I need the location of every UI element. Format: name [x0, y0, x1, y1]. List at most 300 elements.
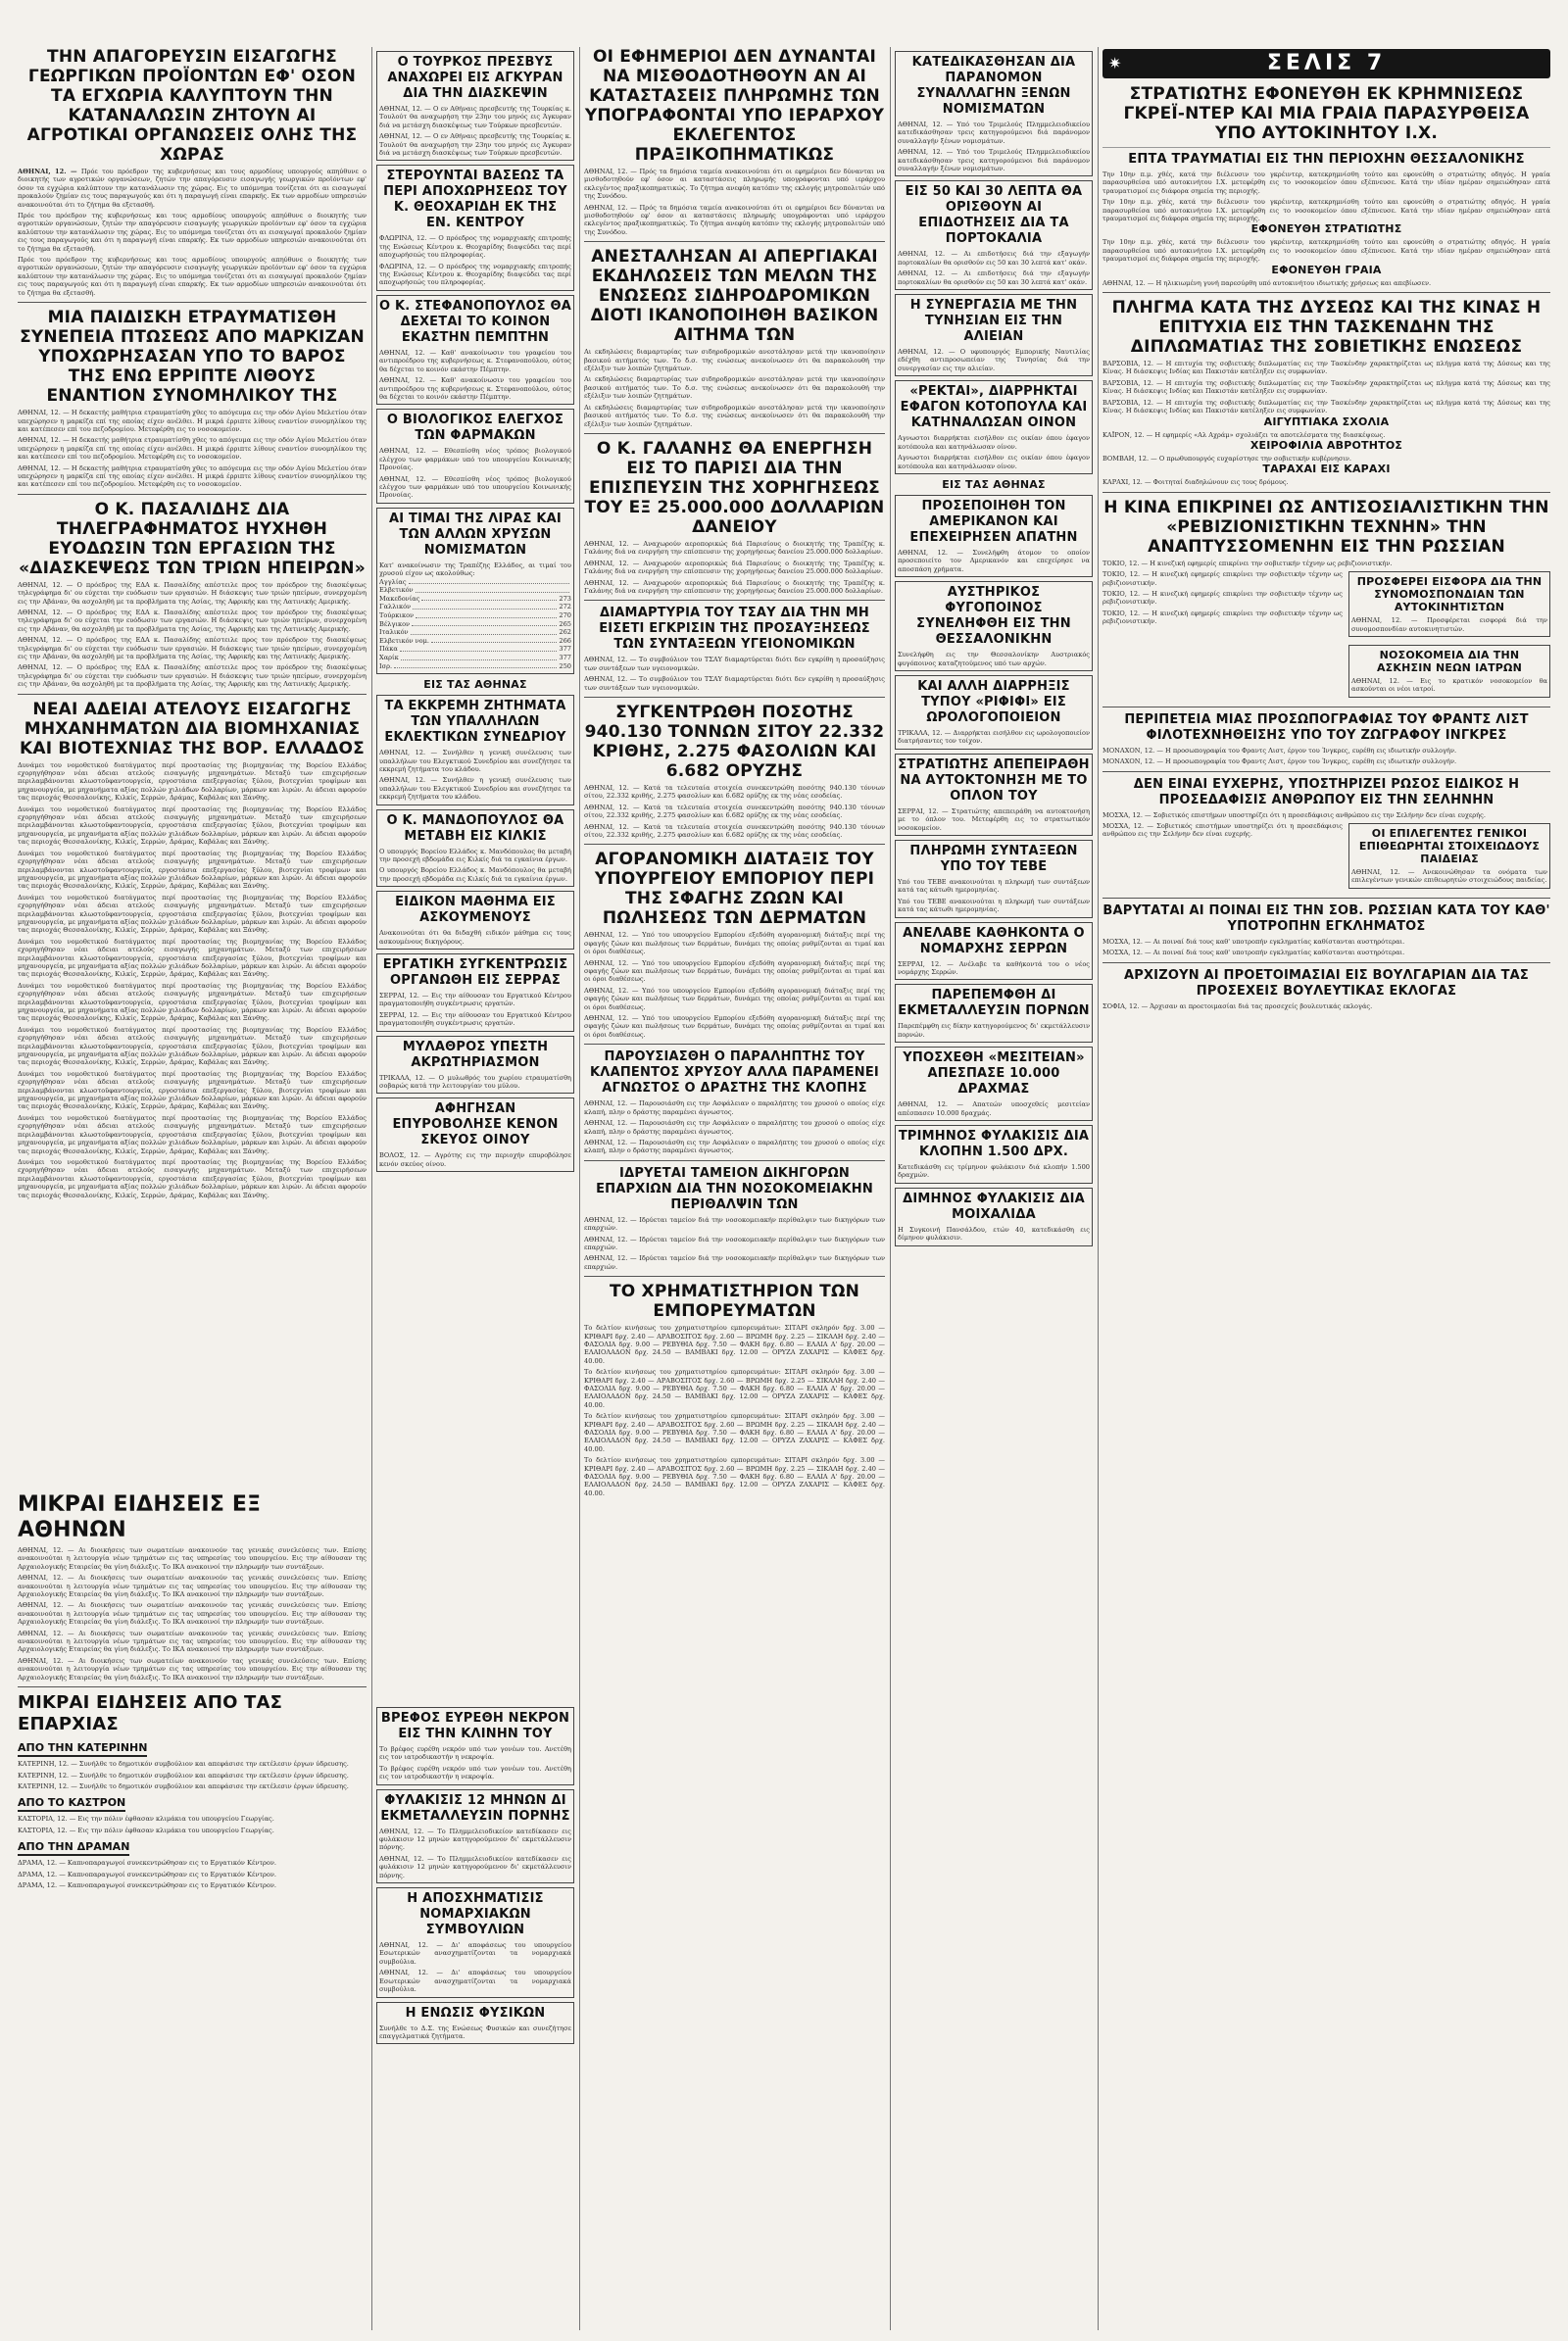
divider: [18, 494, 367, 495]
gold-price-row: [379, 662, 571, 671]
article-body: ΜΟΝΑΧΟΝ, 12. — Η προσωπογραφία του Φραντς Λιστ, έργον του Ίνγκρες, ευρέθη εις ιδιωτικήν συλλογήν.: [1102, 757, 1457, 766]
article-body: ΦΛΩΡΙΝΑ, 12. — Ο πρόεδρος της νομαρχιακής επιτροπής της Ενώσεως Κέντρου κ. Θεοχαρίδης διαψεύδει τας περί αποχωρήσεώς του πληροφορίας.: [379, 262, 571, 287]
article-body: ΑΘΗΝΑΙ, 12. — Ο εν Αθήναις πρεσβευτής της Τουρκίας κ. Τουλούτ θα αναχωρήση την 23ην του μηνός εις Άγκυραν διά να μετάσχη διασκέψεως των Τούρκων πρεσβευτών.: [379, 132, 571, 158]
box-headline: ΠΛΗΡΩΜΗ ΣΥΝΤΑΞΕΩΝ ΥΠΟ ΤΟΥ ΤΕΒΕ: [909, 843, 1078, 874]
article-body: ΑΘΗΝΑΙ, 12. — Ανεκοινώθησαν τα ονόματα των επιλεγέντων γενικών επιθεωρητών στοιχειώδους παιδείας.: [1351, 867, 1547, 885]
box-headline: ΠΑΡΕΠΕΜΦΘΗ ΔΙ ΕΚΜΕΤΑΛΛΕΥΣΙΝ ΠΟΡΝΩΝ: [898, 988, 1090, 1019]
leader-dots: [416, 611, 557, 618]
article-body: ΤΟΚΙΟ, 12. — Η κινεζική εφημερίς επικρίνει την σοβιετικήν τέχνην ως ρεβιζιονιστικήν.: [1102, 589, 1343, 607]
news-box: [1348, 823, 1550, 889]
article-body: Την 10ην π.μ. χθές, κατά την διέλευσιν του γκρέιντερ, κατεκρημνίσθη τούτο και εφονεύθη ο στρατιώτης οδηγός. Η γραία παρασυρθείσα υπό αυτοκινήτου Ι.Χ. μετεφέρθη εις το νοσοκομείον όπου εξέπνευσε. Κατά την ιδίαν ημέραν σημειώθησαν επτά τραυματισμοί εις διάφορα σημεία της περιοχής.: [1102, 198, 1550, 223]
subsection-header: ΧΕΙΡΟΦΙΛΙΑ ΑΒΡΟΤΗΤΟΣ: [1250, 438, 1403, 452]
news-box: [895, 495, 1093, 577]
article-body: ΤΟΚΙΟ, 12. — Η κινεζική εφημερίς επικρίνει την σοβιετικήν τέχνην ως ρεβιζιονιστικήν.: [1102, 570, 1343, 587]
article-headline: ΝΕΑΙ ΑΔΕΙΑΙ ΑΤΕΛΟΥΣ ΕΙΣΑΓΩΓΗΣ ΜΗΧΑΝΗΜΑΤΩΝ ΔΙΑ ΒΙΟΜΗΧΑΝΙΑΣ ΚΑΙ ΒΙΟΤΕΧΝΙΑΣ ΤΗΣ ΒΟΡ. ΕΛΛΑΔΟΣ: [20, 699, 365, 758]
section-header: ΕΙΣ ΤΑΣ ΑΘΗΝΑΣ: [942, 477, 1046, 491]
article-body: Αι εκδηλώσεις διαμαρτυρίας των σιδηροδρομικών ανεστάλησαν μετά την ικανοποίησιν βασικού αιτήματός των. Το δ.σ. της ενώσεως ανεκοίνωσεν ότι θα παρακολουθή την εξέλιξιν των λοιπών ζητημάτων.: [584, 375, 885, 401]
article-body: ΤΡΙΚΑΛΑ, 12. — Διαρρήκται εισήλθον εις ωρολογοποιείον διατρήσαντες τον τοίχον.: [898, 728, 1090, 746]
leader-dots: [394, 662, 557, 669]
article-headline: ΠΑΡΟΥΣΙΑΣΘΗ Ο ΠΑΡΑΛΗΠΤΗΣ ΤΟΥ ΚΛΑΠΕΝΤΟΣ ΧΡΥΣΟΥ ΑΛΛΑ ΠΑΡΑΜΕΝΕΙ ΑΓΝΩΣΤΟΣ Ο ΔΡΑΣΤΗΣ ΤΗΣ ΚΛΟΠΗΣ: [590, 1049, 879, 1097]
box-headline: ΚΑΙ ΑΛΛΗ ΔΙΑΡΡΗΞΙΣ ΤΥΠΟΥ «ΡΙΦΙΦΙ» ΕΙΣ ΩΡΟΛΟΓΟΠΟΙΕΙΟΝ: [917, 678, 1070, 725]
article-body: ΑΘΗΝΑΙ, 12. — Ο πρόεδρος της ΕΔΑ κ. Πασαλίδης απέστειλε προς τον πρόεδρον της διασκέψεως τηλεγράφημα δι' ου εύχεται την ευόδωσιν των εργασιών. Η διάσκεψις των τριών ηπείρων, συνερχομένη εις την Αβάναν, θα ασχοληθή με τα προβλήματα της Ασίας, της Αφρικής και της Λατινικής Αμερικής.: [18, 663, 367, 689]
article-body: ΚΑΤΕΡΙΝΗ, 12. — Συνήλθε το δημοτικόν συμβούλιον και απεφάσισε την εκτέλεσιν έργων ύδρευσης.: [18, 1771, 349, 1780]
region-header: ΑΠΟ ΤΟ ΚΑΣΤΡΟΝ: [18, 1796, 125, 1812]
box-headline: Ο Κ. ΜΑΝΔΟΠΟΥΛΟΣ ΘΑ ΜΕΤΑΒΗ ΕΙΣ ΚΙΛΚΙΣ: [386, 812, 564, 844]
coin-price: 272: [559, 603, 571, 611]
article-body: ΑΘΗΝΑΙ, 12. — Δι' αποφάσεως του υπουργείου Εσωτερικών ανασχηματίζονται τα νομαρχιακά συμβούλια.: [379, 1941, 571, 1966]
article-body: Δυνάμει του νομοθετικού διατάγματος περί προστασίας της βιομηχανίας της Βορείου Ελλάδος εχορηγήθησαν νέαι άδειαι ατελούς εισαγωγής μηχανημάτων. Μεταξύ των επιχειρήσεων περιλαμβάνονται κλωστοϋφαντουργεία, εργοστάσια επεξεργασίας ξύλου, βιοτεχνίαι τροφίμων και μηχανουργεία, με μηχανήματα αξίας πολλών χιλιάδων δολλαρίων, μάρκων και λιρών. Αι άδειαι αφορούν τας περιοχάς Θεσσαλονίκης, Κιλκίς, Σερρών, Δράμας, Καβάλας και Ξάνθης.: [18, 981, 367, 1023]
article-body: Ο υπουργός Βορείου Ελλάδος κ. Μανδόπουλος θα μεταβή την προσεχή εβδομάδα εις Κιλκίς διά τα εγκαίνια έργων.: [379, 847, 571, 863]
column-1: [18, 47, 367, 1488]
article-body: Ο υπουργός Βορείου Ελλάδος κ. Μανδόπουλος θα μεταβή την προσεχή εβδομάδα εις Κιλκίς διά τα εγκαίνια έργων.: [379, 866, 571, 883]
star-icon: ✷: [1108, 54, 1126, 73]
coin-name: Ιταλικόν: [379, 628, 409, 637]
box-headline: Η ΕΝΩΣΙΣ ΦΥΣΙΚΩΝ: [405, 2005, 546, 2021]
region-header: ΑΠΟ ΤΗΝ ΚΑΤΕΡΙΝΗΝ: [18, 1741, 147, 1757]
article-body: ΑΘΗΝΑΙ, 12. — Εθεσπίσθη νέος τρόπος βιολογικού ελέγχου των φαρμάκων υπό του υπουργείου Κοινωνικής Προνοίας.: [379, 474, 571, 500]
leader-dots: [412, 620, 557, 627]
divider: [1102, 292, 1550, 293]
box-headline: Ο ΒΙΟΛΟΓΙΚΟΣ ΕΛΕΓΧΟΣ ΤΩΝ ΦΑΡΜΑΚΩΝ: [386, 413, 564, 444]
article-body: ΑΘΗΝΑΙ, 12. — Κατά τα τελευταία στοιχεία συνεκεντρώθη ποσότης 940.130 τόννων σίτου, 22.332 κριθής, 2.275 φασολίων και 6.682 ορύζης εκ της νέας εσοδείας.: [584, 822, 885, 839]
box-headline: ΕΙΣ 50 ΚΑΙ 30 ΛΕΠΤΑ ΘΑ ΟΡΙΣΘΟΥΝ ΑΙ ΕΠΙΔΟΤΗΣΕΙΣ ΔΙΑ ΤΑ ΠΟΡΤΟΚΑΛΙΑ: [905, 184, 1083, 247]
news-section-headline: ΜΙΚΡΑΙ ΕΙΔΗΣΕΙΣ ΑΠΟ ΤΑΣ ΕΠΑΡΧΙΑΣ: [18, 1692, 283, 1735]
box-headline: «ΡΕΚΤΑΙ», ΔΙΑΡΡΗΚΤΑΙ ΕΦΑΓΟΝ ΚΟΤΟΠΟΥΛΑ ΚΑΙ ΚΑΤΗΝΑΛΩΣΑΝ ΟΙΝΟΝ: [900, 384, 1088, 431]
coin-price: 266: [559, 636, 571, 645]
news-box: [895, 984, 1093, 1043]
divider: [18, 694, 367, 695]
coin-price: 250: [559, 661, 571, 670]
leader-dots: [411, 628, 558, 635]
article-body: ΣΕΡΡΑΙ, 12. — Στρατιώτης απεπειράθη να αυτοκτονήση με το όπλον του. Μετεφέρθη εις το στρατιωτικόν νοσοκομείον.: [898, 806, 1090, 832]
coin-name: Ελβετικόν: [379, 586, 414, 595]
article-body: Πρόε του πρόεδρον της κυβερνήσεως και τους αρμοδίους υπουργούς απηύθυνε ο διοικητής των αγροτικών οργανώσεων, ζητών την απαγόρευσιν εισαγωγής γεωργικών προϊόντων εφ' όσον τα εγχώρια καλύπτουν την κατανάλωσιν της χώρας. Εις το υπόμνημα τονίζεται ότι αι εισαγωγαί προκαλούν ζημίαν εις τους παραγωγούς και ότι η παραγωγή είναι επαρκής. Εκ των αρμοδίων υπηρεσιών ανακοινούται ότι το ζήτημα θα εξετασθή.: [18, 212, 367, 253]
article-body: ΑΘΗΝΑΙ, 12. — Αι διοικήσεις των σωματείων ανακοινούν τας γενικάς συνελεύσεις των. Επίσης ανακοινούται η λειτουργία νέων τμημάτων εις τας υπηρεσίας του υπουργείου. Εις την αίθουσαν της Αρχαιολογικής Εταιρείας θα γίνη διάλεξις. Το ΙΚΑ ανακοινοί την πληρωμήν των συντάξεων.: [18, 1656, 367, 1682]
news-box: [376, 695, 574, 805]
article-body: Κατ' ανακοίνωσιν της Τραπέζης Ελλάδος, αι τιμαί του χρυσού είχον ως ακολούθως:: [379, 561, 571, 578]
article-body: ΑΘΗΝΑΙ, 12. — Ο πρόεδρος της ΕΔΑ κ. Πασαλίδης απέστειλε προς τον πρόεδρον της διασκέψεως τηλεγράφημα δι' ου εύχεται την ευόδωσιν των εργασιών. Η διάσκεψις των τριών ηπείρων, συνερχομένη εις την Αβάναν, θα ασχοληθή με τα προβλήματα της Ασίας, της Αφρικής και της Λατινικής Αμερικής.: [18, 608, 367, 633]
article-body: Αγνωστοι διαρρήκται εισήλθον εις οικίαν όπου έφαγον κοτόπουλα και κατηνάλωσαν οίνον.: [898, 434, 1090, 451]
article-body: ΑΘΗΝΑΙ, 12. — Η δεκαετής μαθήτρια ετραυματίσθη χθες το απόγευμα εις την οδόν Αγίου Μελετίου όταν υπεχώρησεν η μαρκίζα επί της οποίας είχεν ανέλθει. Η μικρά έρριπτε λίθους εναντίον συνομηλίκου της και κατέπεσεν επί του πεζοδρομίου. Μετεφέρθη εις το νοσοκομείον.: [18, 436, 367, 462]
page-label: ΣΕΛΙΣ 7: [1266, 51, 1387, 75]
news-box: [376, 891, 574, 950]
market-listing: Το δελτίον κινήσεως του χρηματιστηρίου εμπορευμάτων: ΣΙΤΑΡΙ σκληρόν δρχ. 3.00 — ΚΡΙΘΑΡΙ δρχ. 2.40 — ΑΡΑΒΟΣΙΤΟΣ δρχ. 2.60 — ΒΡΩΜΗ δρχ. 2.25 — ΣΙΚΑΛΗ δρχ. 2.40 — ΦΑΣΟΛΙΑ δρχ. 9.00 — ΡΕΒΥΘΙΑ δρχ. 7.50 — ΦΑΚΗ δρχ. 6.80 — ΕΛΑΙΑ Α' δρχ. 20.00 — ΕΛΑΙΟΛΑΔΟΝ δρχ. 24.50 — ΒΑΜΒΑΚΙ δρχ. 12.00 — ΟΡΥΖΑ ΖΑΧΑΡΙΣ — ΚΑΦΕΣ δρχ. 40.00.: [584, 1324, 885, 1365]
article-body: ΑΘΗΝΑΙ, 12. — Το συμβούλιον του ΤΣΑΥ διαμαρτύρεται διότι δεν εγκρίθη η προσαύξησις των συντάξεων των υγειονομικών.: [584, 656, 885, 672]
column-rule: [1098, 47, 1099, 2330]
article-body: ΔΡΑΜΑ, 12. — Καπνοπαραγωγοί συνεκεντρώθησαν εις το Εργατικόν Κέντρον.: [18, 1880, 276, 1889]
article-body: ΤΡΙΚΑΛΑ, 12. — Ο μυλωθρός του χωρίου ετραυματίσθη σοβαρώς κατά την λειτουργίαν του μύλου.: [379, 1073, 571, 1090]
coin-name: Αγγλίας: [379, 577, 407, 586]
divider: [18, 1686, 367, 1687]
article-body: ΑΘΗΝΑΙ, 12. — Αι διοικήσεις των σωματείων ανακοινούν τας γενικάς συνελεύσεις των. Επίσης ανακοινούται η λειτουργία νέων τμημάτων εις τας υπηρεσίας του υπουργείου. Εις την αίθουσαν της Αρχαιολογικής Εταιρείας θα γίνη διάλεξις. Το ΙΚΑ ανακοινοί την πληρωμήν των συντάξεων.: [18, 1574, 367, 1599]
article-body: ΒΑΡΣΟΒΙΑ, 12. — Η επιτυχία της σοβιετικής διπλωματίας εις την Τασκένδην χαρακτηρίζεται ως πλήγμα κατά της Δύσεως και της Κίνας. Η διάσκεψις Ινδίας και Πακιστάν κατέληξεν εις συμφωνίαν.: [1102, 360, 1550, 376]
coin-name: Ισρ.: [379, 661, 393, 670]
box-headline: Ο Κ. ΣΤΕΦΑΝΟΠΟΥΛΟΣ ΘΑ ΔΕΧΕΤΑΙ ΤΟ ΚΟΙΝΟΝ ΕΚΑΣΤΗΝ ΠΕΜΠΤΗΝ: [379, 298, 571, 345]
article-body: ΑΘΗΝΑΙ, 12. — Ιδρύεται ταμείον διά την νοσοκομειακήν περίθαλψιν των δικηγόρων των επαρχιών.: [584, 1215, 885, 1233]
box-headline: ΝΟΣΟΚΟΜΕΙΑ ΔΙΑ ΤΗΝ ΑΣΚΗΣΙΝ ΝΕΩΝ ΙΑΤΡΩΝ: [1376, 648, 1523, 674]
article-body: ΒΑΡΣΟΒΙΑ, 12. — Η επιτυχία της σοβιετικής διπλωματίας εις την Τασκένδην χαρακτηρίζεται ως πλήγμα κατά της Δύσεως και της Κίνας. Η διάσκεψις Ινδίας και Πακιστάν κατέληξεν εις συμφωνίαν.: [1102, 398, 1550, 415]
leader-dots: [400, 645, 558, 652]
news-box: [895, 922, 1093, 981]
column-3: [584, 47, 885, 2330]
article-body: ΜΟΣΧΑ, 12. — Σοβιετικός επιστήμων υποστηρίζει ότι η προσεδάφισις ανθρώπου εις την Σελήνην δεν είναι ευχερής.: [1102, 821, 1343, 839]
section-header: ΕΙΣ ΤΑΣ ΑΘΗΝΑΣ: [423, 678, 527, 692]
gold-price-row: [379, 645, 571, 654]
article-headline: ΑΓΟΡΑΝΟΜΙΚΗ ΔΙΑΤΑΞΙΣ ΤΟΥ ΥΠΟΥΡΓΕΙΟΥ ΕΜΠΟΡΙΟΥ ΠΕΡΙ ΤΗΣ ΣΦΑΓΗΣ ΖΩΩΝ ΚΑΙ ΠΩΛΗΣΕΩΣ ΤΩΝ ΔΕΡΜΑΤΩΝ: [594, 850, 875, 929]
box-headline: ΑΝΕΛΑΒΕ ΚΑΘΗΚΟΝΤΑ Ο ΝΟΜΑΡΧΗΣ ΣΕΡΡΩΝ: [903, 925, 1085, 956]
article-body: Ανακοινούται ότι θα διδαχθή ειδικόν μάθημα εις τους ασκουμένους δικηγόρους.: [379, 929, 571, 946]
gold-price-row: [379, 654, 571, 662]
article-body: Δυνάμει του νομοθετικού διατάγματος περί προστασίας της βιομηχανίας της Βορείου Ελλάδος εχορηγήθησαν νέαι άδειαι ατελούς εισαγωγής μηχανημάτων. Μεταξύ των επιχειρήσεων περιλαμβάνονται κλωστοϋφαντουργεία, εργοστάσια επεξεργασίας ξύλου, βιοτεχνίαι τροφίμων και μηχανουργεία, με μηχανήματα αξίας πολλών χιλιάδων δολλαρίων, μάρκων και λιρών. Αι άδειαι αφορούν τας περιοχάς Θεσσαλονίκης, Κιλκίς, Σερρών, Δράμας, Καβάλας και Ξάνθης.: [18, 1069, 367, 1111]
article-body: ΑΘΗΝΑΙ, 12. — Προσφέρεται εισφορά διά την συνομοσπονδίαν αυτοκινητιστών.: [1351, 616, 1547, 633]
article-headline: Ο Κ. ΓΑΛΑΝΗΣ ΘΑ ΕΝΕΡΓΗΣΗ ΕΙΣ ΤΟ ΠΑΡΙΣΙ ΔΙΑ ΤΗΝ ΕΠΙΣΠΕΥΣΙΝ ΤΗΣ ΧΟΡΗΓΗΣΕΩΣ ΤΟΥ ΕΞ 25.000.000 ΔΟΛΛΑΡΙΩΝ ΔΑΝΕΙΟΥ: [584, 438, 885, 537]
news-box: [895, 840, 1093, 918]
article-body: ΑΘΗΝΑΙ, 12. — Συνελήφθη άτομον το οποίον προσεποιείτο τον Αμερικανόν και επεχείρησε να αποσπάση χρήματα.: [898, 548, 1090, 573]
box-headline: ΠΡΟΣΕΠΟΙΗΘΗ ΤΟΝ ΑΜΕΡΙΚΑΝΟΝ ΚΑΙ ΕΠΕΧΕΙΡΗΣΕΝ ΑΠΑΤΗΝ: [909, 498, 1078, 545]
article-body: ΤΟΚΙΟ, 12. — Η κινεζική εφημερίς επικρίνει την σοβιετικήν τέχνην ως ρεβιζιονιστικήν.: [1102, 609, 1343, 626]
leader-dots: [413, 603, 557, 610]
divider: [1102, 898, 1550, 899]
article-body: ΜΟΣΧΑ, 12. — Σοβιετικός επιστήμων υποστηρίζει ότι η προσεδάφισις ανθρώπου εις την Σελήνην δεν είναι ευχερής.: [1102, 810, 1486, 819]
news-box: [895, 294, 1093, 376]
gold-price-row: [379, 595, 571, 604]
article-body: ΑΘΗΝΑΙ, 12. — Ιδρύεται ταμείον διά την νοσοκομειακήν περίθαλψιν των δικηγόρων των επαρχιών.: [584, 1254, 885, 1271]
leader-dots: [431, 637, 557, 644]
article-body: ΑΘΗΝΑΙ, 12. — Αναχωρούν αεροπορικώς διά Παρισίους ο διοικητής της Τραπέζης κ. Γαλάνης διά να ενεργήση την επίσπευσιν της χορηγήσεως δανείου 25.000.000 δολλαρίων.: [584, 578, 885, 595]
coin-price: 262: [559, 628, 571, 637]
news-box: [376, 1789, 574, 1883]
article-body: Κατεδικάσθη εις τρίμηνον φυλάκισιν διά κλοπήν 1.500 δραχμών.: [898, 1163, 1090, 1180]
article-body: Την 10ην π.μ. χθές, κατά την διέλευσιν του γκρέιντερ, κατεκρημνίσθη τούτο και εφονεύθη ο στρατιώτης οδηγός. Η γραία παρασυρθείσα υπό αυτοκινήτου Ι.Χ. μετεφέρθη εις το νοσοκομείον όπου εξέπνευσε. Κατά την ιδίαν ημέραν σημειώθησαν επτά τραυματισμοί εις διάφορα σημεία της περιοχής.: [1102, 171, 1550, 195]
article-body: Συνελήφθη εις την Θεσσαλονίκην Αυστριακός φυγόποινος καταζητούμενος υπό των αρχών.: [898, 651, 1090, 667]
news-box: [376, 953, 574, 1032]
box-headline: ΑΥΣΤΗΡΙΚΟΣ ΦΥΓΟΠΟΙΝΟΣ ΣΥΝΕΛΗΦΘΗ ΕΙΣ ΤΗΝ ΘΕΣΣΑΛΟΝΙΚΗΝ: [916, 585, 1071, 648]
article-headline: ΜΙΑ ΠΑΙΔΙΣΚΗ ΕΤΡΑΥΜΑΤΙΣΘΗ ΣΥΝΕΠΕΙΑ ΠΤΩΣΕΩΣ ΑΠΟ ΜΑΡΚΙΖΑΝ ΥΠΟΧΩΡΗΣΑΣΑΝ ΥΠΟ ΤΟ ΒΑΡΟΣ ΤΗΣ ΕΝΩ ΕΡΡΙΠΤΕ ΛΙΘΟΥΣ ΕΝΑΝΤΙΟΝ ΣΥΝΟΜΗΛΙΚΟΥ ΤΗΣ: [20, 308, 365, 407]
article-body: ΤΟΚΙΟ, 12. — Η κινεζική εφημερίς επικρίνει την σοβιετικήν τέχνην ως ρεβιζιονιστικήν.: [1102, 559, 1393, 567]
news-box: [376, 1097, 574, 1172]
box-headline: ΥΠΟΣΧΕΘΗ «ΜΕΣΙΤΕΙΑΝ» ΑΠΕΣΠΑΣΕ 10.000 ΔΡΑΧΜΑΣ: [903, 1050, 1085, 1097]
box-headline: ΕΙΔΙΚΟΝ ΜΑΘΗΜΑ ΕΙΣ ΑΣΚΟΥΜΕΝΟΥΣ: [395, 895, 556, 926]
coin-price: 265: [559, 619, 571, 628]
article-body: ΣΕΡΡΑΙ, 12. — Εις την αίθουσαν του Εργατικού Κέντρου πραγματοποιήθη συγκέντρωσις εργατών.: [379, 1010, 571, 1028]
dateline: ΑΘΗΝΑΙ, 12. —: [18, 168, 77, 175]
article-body: ΑΘΗΝΑΙ, 12. — Ο πρόεδρος της ΕΔΑ κ. Πασαλίδης απέστειλε προς τον πρόεδρον της διασκέψεως τηλεγράφημα δι' ου εύχεται την ευόδωσιν των εργασιών. Η διάσκεψις των τριών ηπείρων, συνερχομένη εις την Αβάναν, θα ασχοληθή με τα προβλήματα της Ασίας, της Αφρικής και της Λατινικής Αμερικής.: [18, 636, 367, 660]
column-rule: [890, 47, 891, 2330]
divider: [584, 600, 885, 601]
article-body: ΑΘΗΝΑΙ, 12. — Πρός τα δημόσια ταμεία ανακοινούται ότι οι εφημέριοι δεν δύνανται να μισθοδοτηθούν εφ' όσον αι καταστάσεις πληρωμής υπογράφονται υπό ιεράρχου εκλεγέντος πραξικοπηματικώς. Το ζήτημα ανεφύη κατόπιν της εκλογής μητροπολιτών υπό της Συνόδου.: [584, 203, 885, 236]
news-box: [895, 675, 1093, 750]
news-box: [895, 581, 1093, 671]
column-2-lower: [376, 1703, 574, 2330]
coin-name: Μακεδονίας: [379, 594, 420, 603]
news-section-headline: ΜΙΚΡΑΙ ΕΙΔΗΣΕΙΣ ΕΞ ΑΘΗΝΩΝ: [18, 1492, 262, 1542]
article-body: ΑΘΗΝΑΙ, 12. — Δι' αποφάσεως του υπουργείου Εσωτερικών ανασχηματίζονται τα νομαρχιακά συμβούλια.: [379, 1969, 571, 1994]
article-body: ΜΟΝΑΧΟΝ, 12. — Η προσωπογραφία του Φραντς Λιστ, έργον του Ίνγκρες, ευρέθη εις ιδιωτικήν συλλογήν.: [1102, 746, 1457, 755]
coin-name: Χαρίκ: [379, 653, 399, 661]
article-body: ΑΘΗΝΑΙ, 12. — Αναχωρούν αεροπορικώς διά Παρισίους ο διοικητής της Τραπέζης κ. Γαλάνης διά να ενεργήση την επίσπευσιν της χορηγήσεως δανείου 25.000.000 δολλαρίων.: [584, 539, 885, 557]
market-listing: Το δελτίον κινήσεως του χρηματιστηρίου εμπορευμάτων: ΣΙΤΑΡΙ σκληρόν δρχ. 3.00 — ΚΡΙΘΑΡΙ δρχ. 2.40 — ΑΡΑΒΟΣΙΤΟΣ δρχ. 2.60 — ΒΡΩΜΗ δρχ. 2.25 — ΣΙΚΑΛΗ δρχ. 2.40 — ΦΑΣΟΛΙΑ δρχ. 9.00 — ΡΕΒΥΘΙΑ δρχ. 7.50 — ΦΑΚΗ δρχ. 6.80 — ΕΛΑΙΑ Α' δρχ. 20.00 — ΕΛΑΙΟΛΑΔΟΝ δρχ. 24.50 — ΒΑΜΒΑΚΙ δρχ. 12.00 — ΟΡΥΖΑ ΖΑΧΑΡΙΣ — ΚΑΦΕΣ δρχ. 40.00.: [584, 1412, 885, 1453]
divider: [1102, 771, 1550, 772]
article-body: ΑΘΗΝΑΙ, 12. — Υπό του υπουργείου Εμπορίου εξεδόθη αγορανομική διάταξις περί της σφαγής ζώων και πωλήσεως των δερμάτων, δυνάμει της οποίας ρυθμίζονται αι τιμαί και οι όροι διαθέσεως.: [584, 958, 885, 984]
news-box: [376, 409, 574, 503]
coin-name: Γαλλικόν: [379, 603, 412, 611]
news-box: [376, 51, 574, 161]
news-box: [1348, 571, 1550, 637]
news-box: [376, 295, 574, 405]
subsection-header: ΕΦΟΝΕΥΘΗ ΓΡΑΙΑ: [1271, 263, 1382, 276]
region-header: ΑΠΟ ΤΗΝ ΔΡΑΜΑΝ: [18, 1840, 129, 1856]
lead-headline: ΤΗΝ ΑΠΑΓΟΡΕΥΣΙΝ ΕΙΣΑΓΩΓΗΣ ΓΕΩΡΓΙΚΩΝ ΠΡΟΪΟΝΤΩΝ ΕΦ' ΟΣΟΝ ΤΑ ΕΓΧΩΡΙΑ ΚΑΛΥΠΤΟΥΝ ΤΗΝ ΚΑΤΑΝΑΛΩΣΙΝ ΖΗΤΟΥΝ ΑΙ ΑΓΡΟΤΙΚΑΙ ΟΡΓΑΝΩΣΕΙΣ ΟΛΗΣ ΤΗΣ ΧΩΡΑΣ: [26, 47, 358, 165]
article-body: Η Συγκοινή Πανσάλδου, ετών 40, κατεδικάσθη εις δίμηνον φυλάκισιν.: [898, 1225, 1090, 1243]
article-body: ΑΘΗΝΑΙ, 12. — Καθ' ανακοίνωσιν του γραφείου του αντιπροέδρου της κυβερνήσεως κ. Στεφανοπούλου, ούτος θα δέχεται το κοινόν εκάστην Πέμπτην.: [379, 348, 571, 373]
coin-price: 273: [559, 594, 571, 603]
divider: [584, 241, 885, 242]
news-box: [376, 2002, 574, 2045]
column-2: [376, 47, 574, 1488]
divider: [584, 697, 885, 698]
article-body: ΣΕΡΡΑΙ, 12. — Εις την αίθουσαν του Εργατικού Κέντρου πραγματοποιήθη συγκέντρωσις εργατών.: [379, 991, 571, 1008]
box-headline: ΕΡΓΑΤΙΚΗ ΣΥΓΚΕΝΤΡΩΣΙΣ ΟΡΓΑΝΩΘΗ ΕΙΣ ΣΕΡΡΑΣ: [382, 956, 568, 988]
article-headline: Η ΚΙΝΑ ΕΠΙΚΡΙΝΕΙ ΩΣ ΑΝΤΙΣΟΣΙΑΛΙΣΤΙΚΗΝ ΤΗΝ «ΡΕΒΙΖΙΟΝΙΣΤΙΚΗΝ ΤΕΧΝΗΝ» ΤΗΝ ΑΝΑΠΤΥΣΣΟΜΕΝΗΝ ΕΙΣ ΤΗΝ ΡΩΣΣΙΑΝ: [1103, 497, 1549, 557]
box-headline: ΜΥΛΑΘΡΟΣ ΥΠΕΣΤΗ ΑΚΡΩΤΗΡΙΑΣΜΟΝ: [402, 1039, 549, 1070]
article-body: ΑΘΗΝΑΙ, 12. — Ιδρύεται ταμείον διά την νοσοκομειακήν περίθαλψιν των δικηγόρων των επαρχιών.: [584, 1235, 885, 1251]
bottom-left-block: [18, 1492, 367, 2330]
article-body: ΜΟΣΧΑ, 12. — Αι ποιναί διά τους καθ' υποτροπήν εγκληματίας καθίστανται αυστηρότεραι.: [1102, 937, 1405, 946]
article-body: ΑΘΗΝΑΙ, 12. — Το Πλημμελειοδικείον κατεδίκασεν εις φυλάκισιν 12 μηνών κατηγορούμενον δι' εκμετάλλευσιν πόρνης.: [379, 1854, 571, 1879]
news-box: [895, 180, 1093, 290]
article-body: ΑΘΗΝΑΙ, 12. — Αι διοικήσεις των σωματείων ανακοινούν τας γενικάς συνελεύσεις των. Επίσης ανακοινούται η λειτουργία νέων τμημάτων εις τας υπηρεσίας του υπουργείου. Εις την αίθουσαν της Αρχαιολογικής Εταιρείας θα γίνη διάλεξις. Το ΙΚΑ ανακοινοί την πληρωμήν των συντάξεων.: [18, 1601, 367, 1627]
article-body: Δυνάμει του νομοθετικού διατάγματος περί προστασίας της βιομηχανίας της Βορείου Ελλάδος εχορηγήθησαν νέαι άδειαι ατελούς εισαγωγής μηχανημάτων. Μεταξύ των επιχειρήσεων περιλαμβάνονται κλωστοϋφαντουργεία, εργοστάσια επεξεργασίας ξύλου, βιοτεχνίαι τροφίμων και μηχανουργεία, με μηχανήματα αξίας πολλών χιλιάδων δολλαρίων, μάρκων και λιρών. Αι άδειαι αφορούν τας περιοχάς Θεσσαλονίκης, Κιλκίς, Σερρών, Δράμας, Καβάλας και Ξάνθης.: [18, 893, 367, 935]
divider: [584, 1276, 885, 1277]
gold-price-list: [379, 578, 571, 671]
leader-dots: [416, 586, 569, 593]
article-body: ΦΛΩΡΙΝΑ, 12. — Ο πρόεδρος της νομαρχιακής επιτροπής της Ενώσεως Κέντρου κ. Θεοχαρίδης διαψεύδει τας περί αποχωρήσεώς του πληροφορίας.: [379, 234, 571, 260]
article-body: ΑΘΗΝΑΙ, 12. — Καθ' ανακοίνωσιν του γραφείου του αντιπροέδρου της κυβερνήσεως κ. Στεφανοπούλου, ούτος θα δέχεται το κοινόν εκάστην Πέμπτην.: [379, 376, 571, 401]
article-body: ΑΘΗΝΑΙ, 12. — Ο εν Αθήναις πρεσβευτής της Τουρκίας κ. Τουλούτ θα αναχωρήση την 23ην του μηνός εις Άγκυραν διά να μετάσχη διασκέψεως των Τούρκων πρεσβευτών.: [379, 105, 571, 129]
article-body: ΑΘΗΝΑΙ, 12. — Η δεκαετής μαθήτρια ετραυματίσθη χθες το απόγευμα εις την οδόν Αγίου Μελετίου όταν υπεχώρησεν η μαρκίζα επί της οποίας είχεν ανέλθει. Η μικρά έρριπτε λίθους εναντίον συνομηλίκου της και κατέπεσεν επί του πεζοδρομίου. Μετεφέρθη εις το νοσοκομείον.: [18, 409, 367, 433]
article-body: Δυνάμει του νομοθετικού διατάγματος περί προστασίας της βιομηχανίας της Βορείου Ελλάδος εχορηγήθησαν νέαι άδειαι ατελούς εισαγωγής μηχανημάτων. Μεταξύ των επιχειρήσεων περιλαμβάνονται κλωστοϋφαντουργεία, εργοστάσια επεξεργασίας ξύλου, βιοτεχνίαι τροφίμων και μηχανουργεία, με μηχανήματα αξίας πολλών χιλιάδων δολλαρίων, μάρκων και λιρών. Αι άδειαι αφορούν τας περιοχάς Θεσσαλονίκης, Κιλκίς, Σερρών, Δράμας, Καβάλας και Ξάνθης.: [18, 805, 367, 847]
box-headline: ΤΑ ΕΚΚΡΕΜΗ ΖΗΤΗΜΑΤΑ ΤΩΝ ΥΠΑΛΛΗΛΩΝ ΕΚΛΕΚΤΙΚΩΝ ΣΥΝΕΔΡΙΟΥ: [384, 699, 566, 746]
box-headline: Ο ΤΟΥΡΚΟΣ ΠΡΕΣΒΥΣ ΑΝΑΧΩΡΕΙ ΕΙΣ ΑΓΚΥΡΑΝ ΔΙΑ ΤΗΝ ΔΙΑΣΚΕΨΙΝ: [387, 55, 564, 101]
box-headline: ΟΙ ΕΠΙΛΕΓΕΝΤΕΣ ΓΕΝΙΚΟΙ ΕΠΙΘΕΩΡΗΤΑΙ ΣΤΟΙΧΕΙΩΔΟΥΣ ΠΑΙΔΕΙΑΣ: [1358, 826, 1541, 865]
article-headline: ΤΟ ΧΡΗΜΑΤΙΣΤΗΡΙΟΝ ΤΩΝ ΕΜΠΟΡΕΥΜΑΤΩΝ: [609, 1282, 860, 1322]
article-body: ΑΘΗΝΑΙ, 12. — Αναχωρούν αεροπορικώς διά Παρισίους ο διοικητής της Τραπέζης κ. Γαλάνης διά να ενεργήση την επίσπευσιν της χορηγήσεως δανείου 25.000.000 δολλαρίων.: [584, 559, 885, 576]
article-body: Υπό του ΤΕΒΕ ανακοινούται η πληρωμή των συντάξεων κατά τας κάτωθι ημερομηνίας.: [898, 897, 1090, 914]
box-headline: ΠΡΟΣΦΕΡΕΙ ΕΙΣΦΟΡΑ ΔΙΑ ΤΗΝ ΣΥΝΟΜΟΣΠΟΝΔΙΑΝ ΤΩΝ ΑΥΤΟΚΙΝΗΤΙΣΤΩΝ: [1356, 575, 1543, 614]
article-body: ΚΑΣΤΟΡΙΑ, 12. — Εις την πόλιν έφθασαν κλιμάκια του υπουργείου Γεωργίας.: [18, 1815, 274, 1824]
divider: [584, 1044, 885, 1045]
coin-name: Ελβετικόν νομ.: [379, 636, 430, 645]
box-headline: ΑΙ ΤΙΜΑΙ ΤΗΣ ΛΙΡΑΣ ΚΑΙ ΤΩΝ ΑΛΛΩΝ ΧΡΥΣΩΝ ΝΟΜΙΣΜΑΤΩΝ: [389, 511, 562, 558]
subsection-header: ΕΦΟΝΕΥΘΗ ΣΤΡΑΤΙΩΤΗΣ: [1250, 222, 1402, 236]
article-body: ΑΘΗΝΑΙ, 12. — Παρουσιάσθη εις την Ασφάλειαν ο παραλήπτης του χρυσού ο οποίος είχε κλαπή, πλην ο δράστης παραμένει άγνωστος.: [584, 1138, 885, 1155]
article-body: ΑΘΗΝΑΙ, 12. — Η ηλικιωμένη γυνή παρεσύρθη υπό αυτοκινήτου ιδιωτικής χρήσεως και απεβίωσεν.: [1102, 278, 1432, 287]
article-body: Δυνάμει του νομοθετικού διατάγματος περί προστασίας της βιομηχανίας της Βορείου Ελλάδος εχορηγήθησαν νέαι άδειαι ατελούς εισαγωγής μηχανημάτων. Μεταξύ των επιχειρήσεων περιλαμβάνονται κλωστοϋφαντουργεία, εργοστάσια επεξεργασίας ξύλου, βιοτεχνίαι τροφίμων και μηχανουργεία, με μηχανήματα αξίας πολλών χιλιάδων δολλαρίων, μάρκων και λιρών. Αι άδειαι αφορούν τας περιοχάς Θεσσαλονίκης, Κιλκίς, Σερρών, Δράμας, Καβάλας και Ξάνθης.: [18, 1157, 367, 1199]
article-body: ΑΘΗΝΑΙ, 12. — Κατά τα τελευταία στοιχεία συνεκεντρώθη ποσότης 940.130 τόννων σίτου, 22.332 κριθής, 2.275 φασολίων και 6.682 ορύζης εκ της νέας εσοδείας.: [584, 783, 885, 801]
box-headline: ΣΤΡΑΤΙΩΤΗΣ ΑΠΕΠΕΙΡΑΘΗ ΝΑ ΑΥΤΟΚΤΟΝΗΣΗ ΜΕ ΤΟ ΟΠΛΟΝ ΤΟΥ: [898, 756, 1090, 804]
article-body: Παρεπέμφθη εις δίκην κατηγορούμενος δι' εκμετάλλευσιν πορνών.: [898, 1022, 1090, 1039]
gold-price-row: [379, 628, 571, 637]
box-headline: ΒΡΕΦΟΣ ΕΥΡΕΘΗ ΝΕΚΡΟΝ ΕΙΣ ΤΗΝ ΚΛΙΝΗΝ ΤΟΥ: [380, 1711, 570, 1741]
box-headline: Η ΑΠΟΣΧΗΜΑΤΙΣΙΣ ΝΟΜΑΡΧΙΑΚΩΝ ΣΥΜΒΟΥΛΙΩΝ: [407, 1891, 544, 1938]
page-number-logo: [1102, 49, 1550, 78]
article-body: Αι εκδηλώσεις διαμαρτυρίας των σιδηροδρομικών ανεστάλησαν μετά την ικανοποίησιν βασικού αιτήματός των. Το δ.σ. της ενώσεως ανεκοίνωσεν ότι θα παρακολουθή την εξέλιξιν των λοιπών ζητημάτων.: [584, 348, 885, 373]
article-body: ΑΘΗΝΑΙ, 12. — Παρουσιάσθη εις την Ασφάλειαν ο παραλήπτης του χρυσού ο οποίος είχε κλαπή, πλην ο δράστης παραμένει άγνωστος.: [584, 1099, 885, 1116]
article-headline: ΒΑΡΥΤΑΤΑΙ ΑΙ ΠΟΙΝΑΙ ΕΙΣ ΤΗΝ ΣΟΒ. ΡΩΣΣΙΑΝ ΚΑΤΑ ΤΟΥ ΚΑΘ' ΥΠΟΤΡΟΠΗΝ ΕΓΚΛΗΜΑΤΟΣ: [1102, 902, 1550, 934]
market-listing: Το δελτίον κινήσεως του χρηματιστηρίου εμπορευμάτων: ΣΙΤΑΡΙ σκληρόν δρχ. 3.00 — ΚΡΙΘΑΡΙ δρχ. 2.40 — ΑΡΑΒΟΣΙΤΟΣ δρχ. 2.60 — ΒΡΩΜΗ δρχ. 2.25 — ΣΙΚΑΛΗ δρχ. 2.40 — ΦΑΣΟΛΙΑ δρχ. 9.00 — ΡΕΒΥΘΙΑ δρχ. 7.50 — ΦΑΚΗ δρχ. 6.80 — ΕΛΑΙΑ Α' δρχ. 20.00 — ΕΛΑΙΟΛΑΔΟΝ δρχ. 24.50 — ΒΑΜΒΑΚΙ δρχ. 12.00 — ΟΡΥΖΑ ΖΑΧΑΡΙΣ — ΚΑΦΕΣ δρχ. 40.00.: [584, 1368, 885, 1409]
box-headline: ΤΡΙΜΗΝΟΣ ΦΥΛΑΚΙΣΙΣ ΔΙΑ ΚΛΟΠΗΝ 1.500 ΔΡΧ.: [898, 1129, 1090, 1160]
article-body: Δυνάμει του νομοθετικού διατάγματος περί προστασίας της βιομηχανίας της Βορείου Ελλάδος εχορηγήθησαν νέαι άδειαι ατελούς εισαγωγής μηχανημάτων. Μεταξύ των επιχειρήσεων περιλαμβάνονται κλωστοϋφαντουργεία, εργοστάσια επεξεργασίας ξύλου, βιοτεχνίαι τροφίμων και μηχανουργεία, με μηχανήματα αξίας πολλών χιλιάδων δολλαρίων, μάρκων και λιρών. Αι άδειαι αφορούν τας περιοχάς Θεσσαλονίκης, Κιλκίς, Σερρών, Δράμας, Καβάλας και Ξάνθης.: [18, 1025, 367, 1067]
article-body: ΑΘΗΝΑΙ, 12. — Υπό του υπουργείου Εμπορίου εξεδόθη αγορανομική διάταξις περί της σφαγής ζώων και πωλήσεως των δερμάτων, δυνάμει της οποίας ρυθμίζονται αι τιμαί και οι όροι διαθέσεως.: [584, 931, 885, 956]
gold-price-row: [379, 620, 571, 629]
article-body: ΣΕΡΡΑΙ, 12. — Ανέλαβε τα καθήκοντά του ο νέος νομάρχης Σερρών.: [898, 959, 1090, 976]
article-body: ΑΘΗΝΑΙ, 12. — Ο υφυπουργός Εμπορικής Ναυτιλίας εδέχθη αντιπροσωπείαν της Τυνησίας διά την συνεργασίαν εις την αλιείαν.: [898, 348, 1090, 372]
article-body: ΑΘΗΝΑΙ, 12. — Απατεών υποσχεθείς μεσιτείαν απέσπασεν 10.000 δραχμάς.: [898, 1100, 1090, 1117]
article-body: ΚΑΪΡΟΝ, 12. — Η εφημερίς «Αλ Αχράμ» σχολιάζει τα αποτελέσματα της διασκέψεως.: [1102, 430, 1386, 439]
box-headline: Η ΣΥΝΕΡΓΑΣΙΑ ΜΕ ΤΗΝ ΤΥΝΗΣΙΑΝ ΕΙΣ ΤΗΝ ΑΛΙΕΙΑΝ: [909, 298, 1078, 345]
article-body: Υπό του ΤΕΒΕ ανακοινούται η πληρωμή των συντάξεων κατά τας κάτωθι ημερομηνίας.: [898, 877, 1090, 895]
gold-price-row: [379, 586, 571, 595]
gold-price-row: [379, 611, 571, 620]
article-body: ΚΑΤΕΡΙΝΗ, 12. — Συνήλθε το δημοτικόν συμβούλιον και απεφάσισε την εκτέλεσιν έργων ύδρευσης.: [18, 1760, 349, 1769]
coin-name: Πάκα: [379, 645, 398, 654]
coin-name: Βέλγικον: [379, 619, 411, 628]
article-body: ΒΟΛΟΣ, 12. — Αγρότης εις την περιοχήν επυροβόλησε κενόν σκεύος οίνου.: [379, 1151, 571, 1168]
box-headline: ΚΑΤΕΔΙΚΑΣΘΗΣΑΝ ΔΙΑ ΠΑΡΑΝΟΜΟΝ ΣΥΝΑΛΛΑΓΗΝ ΞΕΝΩΝ ΝΟΜΙΣΜΑΤΩΝ: [911, 55, 1076, 117]
article-body: Δυνάμει του νομοθετικού διατάγματος περί προστασίας της βιομηχανίας της Βορείου Ελλάδος εχορηγήθησαν νέαι άδειαι ατελούς εισαγωγής μηχανημάτων. Μεταξύ των επιχειρήσεων περιλαμβάνονται κλωστοϋφαντουργεία, εργοστάσια επεξεργασίας ξύλου, βιοτεχνίαι τροφίμων και μηχανουργεία, με μηχανήματα αξίας πολλών χιλιάδων δολλαρίων, μάρκων και λιρών. Αι άδειαι αφορούν τας περιοχάς Θεσσαλονίκης, Κιλκίς, Σερρών, Δράμας, Καβάλας και Ξάνθης.: [18, 937, 367, 979]
market-listing: Το δελτίον κινήσεως του χρηματιστηρίου εμπορευμάτων: ΣΙΤΑΡΙ σκληρόν δρχ. 3.00 — ΚΡΙΘΑΡΙ δρχ. 2.40 — ΑΡΑΒΟΣΙΤΟΣ δρχ. 2.60 — ΒΡΩΜΗ δρχ. 2.25 — ΣΙΚΑΛΗ δρχ. 2.40 — ΦΑΣΟΛΙΑ δρχ. 9.00 — ΡΕΒΥΘΙΑ δρχ. 7.50 — ΦΑΚΗ δρχ. 6.80 — ΕΛΑΙΑ Α' δρχ. 20.00 — ΕΛΑΙΟΛΑΔΟΝ δρχ. 24.50 — ΒΑΜΒΑΚΙ δρχ. 12.00 — ΟΡΥΖΑ ΖΑΧΑΡΙΣ — ΚΑΦΕΣ δρχ. 40.00.: [584, 1456, 885, 1497]
news-box: [895, 754, 1093, 836]
coin-price: 270: [559, 610, 571, 619]
article-body: Αι εκδηλώσεις διαμαρτυρίας των σιδηροδρομικών ανεστάλησαν μετά την ικανοποίησιν βασικού αιτήματός των. Το δ.σ. της ενώσεως ανεκοίνωσεν ότι θα παρακολουθή την εξέλιξιν των λοιπών ζητημάτων.: [584, 403, 885, 428]
article-body: Το βρέφος ευρέθη νεκρόν υπό των γονέων του. Ανετέθη εις τον ιατροδικαστήν η νεκροψία.: [379, 1764, 571, 1781]
article-headline: ΠΕΡΙΠΕΤΕΙΑ ΜΙΑΣ ΠΡΟΣΩΠΟΓΡΑΦΙΑΣ ΤΟΥ ΦΡΑΝΤΣ ΛΙΣΤ ΦΙΛΟΤΕΧΝΗΘΕΙΣΗΣ ΥΠΟ ΤΟΥ ΖΩΓΡΑΦΟΥ ΙΝΓΚΡΕΣ: [1124, 711, 1529, 743]
article-headline: ΑΝΕΣΤΑΛΗΣΑΝ ΑΙ ΑΠΕΡΓΙΑΚΑΙ ΕΚΔΗΛΩΣΕΙΣ ΤΩΝ ΜΕΛΩΝ ΤΗΣ ΕΝΩΣΕΩΣ ΣΙΔΗΡΟΔΡΟΜΙΚΩΝ ΔΙΟΤΙ ΙΚΑΝΟΠΟΙΗΘΗ ΒΑΣΙΚΟΝ ΑΙΤΗΜΑ ΤΩΝ: [590, 247, 879, 346]
news-box: [376, 1887, 574, 1997]
article-body: ΑΘΗΝΑΙ, 12. — Παρουσιάσθη εις την Ασφάλειαν ο παραλήπτης του χρυσού ο οποίος είχε κλαπή, πλην ο δράστης παραμένει άγνωστος.: [584, 1119, 885, 1136]
lead-subheadline: ΕΠΤΑ ΤΡΑΥΜΑΤΙΑΙ ΕΙΣ ΤΗΝ ΠΕΡΙΟΧΗΝ ΘΕΣΣΑΛΟΝΙΚΗΣ: [1128, 152, 1525, 167]
lead-headline: ΣΤΡΑΤΙΩΤΗΣ ΕΦΟΝΕΥΘΗ ΕΚ ΚΡΗΜΝΙΣΕΩΣ ΓΚΡΕΪ-ΝΤΕΡ ΚΑΙ ΜΙΑ ΓΡΑΙΑ ΠΑΡΑΣΥΡΘΕΙΣΑ ΥΠΟ ΑΥΤΟΚΙΝΗΤΟΥ Ι.Χ.: [1123, 84, 1530, 143]
newspaper-page: [18, 47, 1550, 2330]
news-box: [895, 380, 1093, 474]
article-body: ΑΘΗΝΑΙ, 12. — Εθεσπίσθη νέος τρόπος βιολογικού ελέγχου των φαρμάκων υπό του υπουργείου Κοινωνικής Προνοίας.: [379, 447, 571, 472]
subsection-header: ΤΑΡΑΧΑΙ ΕΙΣ ΚΑΡΑΧΙ: [1262, 463, 1391, 476]
article-body: Δυνάμει του νομοθετικού διατάγματος περί προστασίας της βιομηχανίας της Βορείου Ελλάδος εχορηγήθησαν νέαι άδειαι ατελούς εισαγωγής μηχανημάτων. Μεταξύ των επιχειρήσεων περιλαμβάνονται κλωστοϋφαντουργεία, εργοστάσια επεξεργασίας ξύλου, βιοτεχνίαι τροφίμων και μηχανουργεία, με μηχανήματα αξίας πολλών χιλιάδων δολλαρίων, μάρκων και λιρών. Αι άδειαι αφορούν τας περιοχάς Θεσσαλονίκης, Κιλκίς, Σερρών, Δράμας, Καβάλας και Ξάνθης.: [18, 760, 367, 803]
news-box: [1348, 645, 1550, 698]
divider: [584, 844, 885, 845]
article-body: ΑΘΗΝΑΙ, 12. — Υπό του Τριμελούς Πλημμελειοδικείου κατεδικάσθησαν τρεις κατηγορούμενοι διά παράνομον συναλλαγήν ξένων νομισμάτων.: [898, 121, 1090, 145]
column-4: [895, 47, 1093, 2330]
article-headline: ΔΙΑΜΑΡΤΥΡΙΑ ΤΟΥ ΤΣΑΥ ΔΙΑ ΤΗΝ ΜΗ ΕΙΣΕΤΙ ΕΓΚΡΙΣΙΝ ΤΗΣ ΠΡΟΣΑΥΞΗΣΕΩΣ ΤΩΝ ΣΥΝΤΑΞΕΩΝ ΥΓΕΙΟΝΟΜΙΚΩΝ: [599, 606, 870, 653]
article-body: ΑΘΗΝΑΙ, 12. — Αι επιδοτήσεις διά την εξαγωγήν πορτοκαλίων θα ορισθούν εις 50 και 30 λεπτά κατ' οκάν.: [898, 250, 1090, 267]
article-body: ΑΘΗΝΑΙ, 12. — Υπό του Τριμελούς Πλημμελειοδικείου κατεδικάσθησαν τρεις κατηγορούμενοι διά παράνομον συναλλαγήν ξένων νομισμάτων.: [898, 148, 1090, 173]
article-body: ΒΟΜΒΑΗ, 12. — Ο πρωθυπουργός ευχαρίστησε την σοβιετικήν κυβέρνησιν.: [1102, 454, 1352, 463]
article-headline: ΑΡΧΙΖΟΥΝ ΑΙ ΠΡΟΕΤΟΙΜΑΣΙΑΙ ΕΙΣ ΒΟΥΛΓΑΡΙΑΝ ΔΙΑ ΤΑΣ ΠΡΟΣΕΧΕΙΣ ΒΟΥΛΕΥΤΙΚΑΣ ΕΚΛΟΓΑΣ: [1123, 967, 1530, 999]
article-body: ΑΘΗΝΑΙ, 12. — Εις το κρατικόν νοσοκομείον θα ασκούνται οι νέοι ιατροί.: [1351, 676, 1547, 694]
article-body: ΑΘΗΝΑΙ, 12. — Το συμβούλιον του ΤΣΑΥ διαμαρτύρεται διότι δεν εγκρίθη η προσαύξησις των συντάξεων των υγειονομικών.: [584, 675, 885, 692]
divider: [584, 1160, 885, 1161]
article-body: Αγνωστοι διαρρήκται εισήλθον εις οικίαν όπου έφαγον κοτόπουλα και κατηνάλωσαν οίνον.: [898, 454, 1090, 470]
article-body: ΑΘΗΝΑΙ, 12. — Κατά τα τελευταία στοιχεία συνεκεντρώθη ποσότης 940.130 τόννων σίτου, 22.332 κριθής, 2.275 φασολίων και 6.682 ορύζης εκ της νέας εσοδείας.: [584, 803, 885, 820]
column-5: [1102, 47, 1550, 2330]
article-body: ΑΘΗΝΑΙ, 12. — Πρόε του πρόεδρον της κυβερνήσεως και τους αρμοδίους υπουργούς απηύθυνε ο διοικητής των αγροτικών οργανώσεων, ζητών την απαγόρευσιν εισαγωγής γεωργικών προϊόντων εφ' όσον τα εγχώρια καλύπτουν την κατανάλωσιν της χώρας. Εις το υπόμνημα τονίζεται ότι αι εισαγωγαί προκαλούν ζημίαν εις τους παραγωγούς και ότι η παραγωγή είναι επαρκής. Εκ των αρμοδίων υπηρεσιών ανακοινούται ότι το ζήτημα θα εξετασθή.: [18, 168, 367, 209]
article-body: ΚΑΡΑΧΙ, 12. — Φοιτηταί διαδηλώνουν εις τους δρόμους.: [1102, 478, 1289, 487]
news-box: [895, 1047, 1093, 1121]
article-body: ΔΡΑΜΑ, 12. — Καπνοπαραγωγοί συνεκεντρώθησαν εις το Εργατικόν Κέντρον.: [18, 1859, 276, 1868]
gold-prices-box: [376, 508, 574, 674]
news-box: [376, 165, 574, 290]
article-headline: ΔΕΝ ΕΙΝΑΙ ΕΥΧΕΡΗΣ, ΥΠΟΣΤΗΡΙΖΕΙ ΡΩΣΟΣ ΕΙΔΙΚΟΣ Η ΠΡΟΣΕΔΑΦΙΣΙΣ ΑΝΘΡΩΠΟΥ ΕΙΣ ΤΗΝ ΣΕΛΗΝΗΝ: [1133, 776, 1520, 807]
coin-name: Τούρκικον: [379, 610, 415, 619]
news-box: [376, 809, 574, 888]
divider: [584, 433, 885, 434]
news-box: [895, 1188, 1093, 1246]
box-headline: ΣΤΕΡΟΥΝΤΑΙ ΒΑΣΕΩΣ ΤΑ ΠΕΡΙ ΑΠΟΧΩΡΗΣΕΩΣ ΤΟΥ Κ. ΘΕΟΧΑΡΙΔΗ ΕΚ ΤΗΣ ΕΝ. ΚΕΝΤΡΟΥ: [383, 169, 567, 231]
article-body: ΑΘΗΝΑΙ, 12. — Πρός τα δημόσια ταμεία ανακοινούται ότι οι εφημέριοι δεν δύνανται να μισθοδοτηθούν εφ' όσον αι καταστάσεις πληρωμής υπογράφονται υπό ιεράρχου εκλεγέντος πραξικοπηματικώς. Το ζήτημα ανεφύη κατόπιν της εκλογής μητροπολιτών υπό της Συνόδου.: [584, 168, 885, 201]
leader-dots: [409, 578, 569, 585]
box-headline: ΔΙΜΗΝΟΣ ΦΥΛΑΚΙΣΙΣ ΔΙΑ ΜΟΙΧΑΛΙΔΑ: [903, 1191, 1085, 1222]
article-body: ΑΘΗΝΑΙ, 12. — Το Πλημμελειοδικείον κατεδίκασεν εις φυλάκισιν 12 μηνών κατηγορούμενον δι' εκμετάλλευσιν πόρνης.: [379, 1827, 571, 1852]
article-headline: ΣΥΓΚΕΝΤΡΩΘΗ ΠΟΣΟΤΗΣ 940.130 ΤΟΝΝΩΝ ΣΙΤΟΥ 22.332 ΚΡΙΘΗΣ, 2.275 ΦΑΣΟΛΙΩΝ ΚΑΙ 6.682 ΟΡΥΖΗΣ: [584, 702, 885, 781]
article-body: ΑΘΗΝΑΙ, 12. — Αι διοικήσεις των σωματείων ανακοινούν τας γενικάς συνελεύσεις των. Επίσης ανακοινούται η λειτουργία νέων τμημάτων εις τας υπηρεσίας του υπουργείου. Εις την αίθουσαν της Αρχαιολογικής Εταιρείας θα γίνη διάλεξις. Το ΙΚΑ ανακοινοί την πληρωμήν των συντάξεων.: [18, 1546, 367, 1571]
article-body: ΚΑΣΤΟΡΙΑ, 12. — Εις την πόλιν έφθασαν κλιμάκια του υπουργείου Γεωργίας.: [18, 1826, 274, 1834]
article-body: ΔΡΑΜΑ, 12. — Καπνοπαραγωγοί συνεκεντρώθησαν εις το Εργατικόν Κέντρον.: [18, 1870, 276, 1878]
article-body: Δυνάμει του νομοθετικού διατάγματος περί προστασίας της βιομηχανίας της Βορείου Ελλάδος εχορηγήθησαν νέαι άδειαι ατελούς εισαγωγής μηχανημάτων. Μεταξύ των επιχειρήσεων περιλαμβάνονται κλωστοϋφαντουργεία, εργοστάσια επεξεργασίας ξύλου, βιοτεχνίαι τροφίμων και μηχανουργεία, με μηχανήματα αξίας πολλών χιλιάδων δολλαρίων, μάρκων και λιρών. Αι άδειαι αφορούν τας περιοχάς Θεσσαλονίκης, Κιλκίς, Σερρών, Δράμας, Καβάλας και Ξάνθης.: [18, 849, 367, 891]
article-body: ΑΘΗΝΑΙ, 12. — Συνήλθεν η γενική συνέλευσις των υπαλλήλων του Ελεγκτικού Συνεδρίου και συνεζήτησε τα εκκρεμή ζητήματα του κλάδου.: [379, 776, 571, 802]
article-body: Την 10ην π.μ. χθές, κατά την διέλευσιν του γκρέιντερ, κατεκρημνίσθη τούτο και εφονεύθη ο στρατιώτης οδηγός. Η γραία παρασυρθείσα υπό αυτοκινήτου Ι.Χ. μετεφέρθη εις το νοσοκομείον όπου εξέπνευσε. Κατά την ιδίαν ημέραν σημειώθησαν επτά τραυματισμοί εις διάφορα σημεία της περιοχής.: [1102, 238, 1550, 264]
article-body: ΑΘΗΝΑΙ, 12. — Αι επιδοτήσεις διά την εξαγωγήν πορτοκαλίων θα ορισθούν εις 50 και 30 λεπτά κατ' οκάν.: [898, 269, 1090, 286]
divider: [1102, 962, 1550, 963]
gold-price-row: [379, 578, 571, 587]
article-body: Πρόε του πρόεδρον της κυβερνήσεως και τους αρμοδίους υπουργούς απηύθυνε ο διοικητής των αγροτικών οργανώσεων, ζητών την απαγόρευσιν εισαγωγής γεωργικών προϊόντων εφ' όσον τα εγχώρια καλύπτουν την κατανάλωσιν της χώρας. Εις το υπόμνημα τονίζεται ότι αι εισαγωγαί προκαλούν ζημίαν εις τους παραγωγούς και ότι η παραγωγή είναι επαρκής. Εκ των αρμοδίων υπηρεσιών ανακοινούται ότι το ζήτημα θα εξετασθή.: [18, 256, 367, 297]
article-body: ΑΘΗΝΑΙ, 12. — Υπό του υπουργείου Εμπορίου εξεδόθη αγορανομική διάταξις περί της σφαγής ζώων και πωλήσεως των δερμάτων, δυνάμει της οποίας ρυθμίζονται αι τιμαί και οι όροι διαθέσεως.: [584, 1014, 885, 1039]
article-body: ΑΘΗΝΑΙ, 12. — Η δεκαετής μαθήτρια ετραυματίσθη χθες το απόγευμα εις την οδόν Αγίου Μελετίου όταν υπεχώρησεν η μαρκίζα επί της οποίας είχεν ανέλθει. Η μικρά έρριπτε λίθους εναντίον συνομηλίκου της και κατέπεσεν επί του πεζοδρομίου. Μετεφέρθη εις το νοσοκομείον.: [18, 463, 367, 489]
article-body: ΑΘΗΝΑΙ, 12. — Αι διοικήσεις των σωματείων ανακοινούν τας γενικάς συνελεύσεις των. Επίσης ανακοινούται η λειτουργία νέων τμημάτων εις τας υπηρεσίας του υπουργείου. Εις την αίθουσαν της Αρχαιολογικής Εταιρείας θα γίνη διάλεξις. Το ΙΚΑ ανακοινοί την πληρωμήν των συντάξεων.: [18, 1629, 367, 1654]
leader-dots: [401, 654, 558, 660]
gold-price-row: [379, 603, 571, 611]
article-headline: Ο Κ. ΠΑΣΑΛΙΔΗΣ ΔΙΑ ΤΗΛΕΓΡΑΦΗΜΑΤΟΣ ΗΥΧΗΘΗ ΕΥΟΔΩΣΙΝ ΤΩΝ ΕΡΓΑΣΙΩΝ ΤΗΣ «ΔΙΑΣΚΕΨΕΩΣ ΤΩΝ ΤΡΙΩΝ ΗΠΕΙΡΩΝ»: [19, 499, 366, 578]
news-box: [895, 51, 1093, 176]
divider: [1102, 147, 1550, 148]
article-body: ΣΟΦΙΑ, 12. — Άρχισαν αι προετοιμασίαι διά τας προσεχείς βουλευτικάς εκλογάς.: [1102, 1001, 1373, 1010]
divider: [1102, 492, 1550, 493]
leader-dots: [421, 595, 557, 602]
article-body: ΜΟΣΧΑ, 12. — Αι ποιναί διά τους καθ' υποτροπήν εγκληματίας καθίστανται αυστηρότεραι.: [1102, 949, 1405, 957]
subsection-header: ΑΙΓΥΠΤΙΑΚΑ ΣΧΟΛΙΑ: [1263, 415, 1390, 428]
lead-headline: ΟΙ ΕΦΗΜΕΡΙΟΙ ΔΕΝ ΔΥΝΑΝΤΑΙ ΝΑ ΜΙΣΘΟΔΟΤΗΘΟΥΝ ΑΝ ΑΙ ΚΑΤΑΣΤΑΣΕΙΣ ΠΛΗΡΩΜΗΣ ΤΩΝ ΥΠΟΓΡΑΦΟΝΤΑΙ ΥΠΟ ΙΕΡΑΡΧΟΥ ΕΚΛΕΓΕΝΤΟΣ ΠΡΑΞΙΚΟΠΗΜΑΤΙΚΩΣ: [584, 47, 885, 165]
box-headline: ΦΥΛΑΚΙΣΙΣ 12 ΜΗΝΩΝ ΔΙ ΕΚΜΕΤΑΛΛΕΥΣΙΝ ΠΟΡΝΗΣ: [380, 1792, 570, 1824]
article-body: ΑΘΗΝΑΙ, 12. — Συνήλθεν η γενική συνέλευσις των υπαλλήλων του Ελεγκτικού Συνεδρίου και συνεζήτησε τα εκκρεμή ζητήματα του κλάδου.: [379, 749, 571, 773]
coin-price: 377: [559, 645, 571, 654]
coin-price: 377: [559, 653, 571, 661]
news-box: [376, 1036, 574, 1095]
news-box: [376, 1707, 574, 1785]
news-box: [895, 1125, 1093, 1184]
article-body: ΒΑΡΣΟΒΙΑ, 12. — Η επιτυχία της σοβιετικής διπλωματίας εις την Τασκένδην χαρακτηρίζεται ως πλήγμα κατά της Δύσεως και της Κίνας. Η διάσκεψις Ινδίας και Πακιστάν κατέληξεν εις συμφωνίαν.: [1102, 378, 1550, 396]
article-body: Δυνάμει του νομοθετικού διατάγματος περί προστασίας της βιομηχανίας της Βορείου Ελλάδος εχορηγήθησαν νέαι άδειαι ατελούς εισαγωγής μηχανημάτων. Μεταξύ των επιχειρήσεων περιλαμβάνονται κλωστοϋφαντουργεία, εργοστάσια επεξεργασίας ξύλου, βιοτεχνίαι τροφίμων και μηχανουργεία, με μηχανήματα αξίας πολλών χιλιάδων δολλαρίων, μάρκων και λιρών. Αι άδειαι αφορούν τας περιοχάς Θεσσαλονίκης, Κιλκίς, Σερρών, Δράμας, Καβάλας και Ξάνθης.: [18, 1113, 367, 1155]
article-body: ΑΘΗΝΑΙ, 12. — Υπό του υπουργείου Εμπορίου εξεδόθη αγορανομική διάταξις περί της σφαγής ζώων και πωλήσεως των δερμάτων, δυνάμει της οποίας ρυθμίζονται αι τιμαί και οι όροι διαθέσεως.: [584, 986, 885, 1011]
column-rule: [579, 47, 580, 2330]
divider: [18, 302, 367, 303]
article-body: Το βρέφος ευρέθη νεκρόν υπό των γονέων του. Ανετέθη εις τον ιατροδικαστήν η νεκροψία.: [379, 1745, 571, 1762]
article-body: ΑΘΗΝΑΙ, 12. — Ο πρόεδρος της ΕΔΑ κ. Πασαλίδης απέστειλε προς τον πρόεδρον της διασκέψεως τηλεγράφημα δι' ου εύχεται την ευόδωσιν των εργασιών. Η διάσκεψις των τριών ηπείρων, συνερχομένη εις την Αβάναν, θα ασχοληθή με τα προβλήματα της Ασίας, της Αφρικής και της Λατινικής Αμερικής.: [18, 580, 367, 606]
article-body: ΚΑΤΕΡΙΝΗ, 12. — Συνήλθε το δημοτικόν συμβούλιον και απεφάσισε την εκτέλεσιν έργων ύδρευσης.: [18, 1781, 349, 1790]
article-body: Συνήλθε το Δ.Σ. της Ενώσεως Φυσικών και συνεζήτησε επαγγελματικά ζητήματα.: [379, 2024, 571, 2040]
article-headline: ΠΛΗΓΜΑ ΚΑΤΑ ΤΗΣ ΔΥΣΕΩΣ ΚΑΙ ΤΗΣ ΚΙΝΑΣ Η ΕΠΙΤΥΧΙΑ ΕΙΣ ΤΗΝ ΤΑΣΚΕΝΔΗΝ ΤΗΣ ΔΙΠΛΩΜΑΤΙΑΣ ΤΗΣ ΣΟΒΙΕΤΙΚΗΣ ΕΝΩΣΕΩΣ: [1111, 298, 1542, 358]
box-headline: ΑΦΗΓΗΣΑΝ ΕΠΥΡΟΒΟΛΗΣΕ ΚΕΝΟΝ ΣΚΕΥΟΣ ΟΙΝΟΥ: [392, 1101, 559, 1148]
column-rule: [371, 47, 372, 2330]
gold-price-row: [379, 637, 571, 646]
